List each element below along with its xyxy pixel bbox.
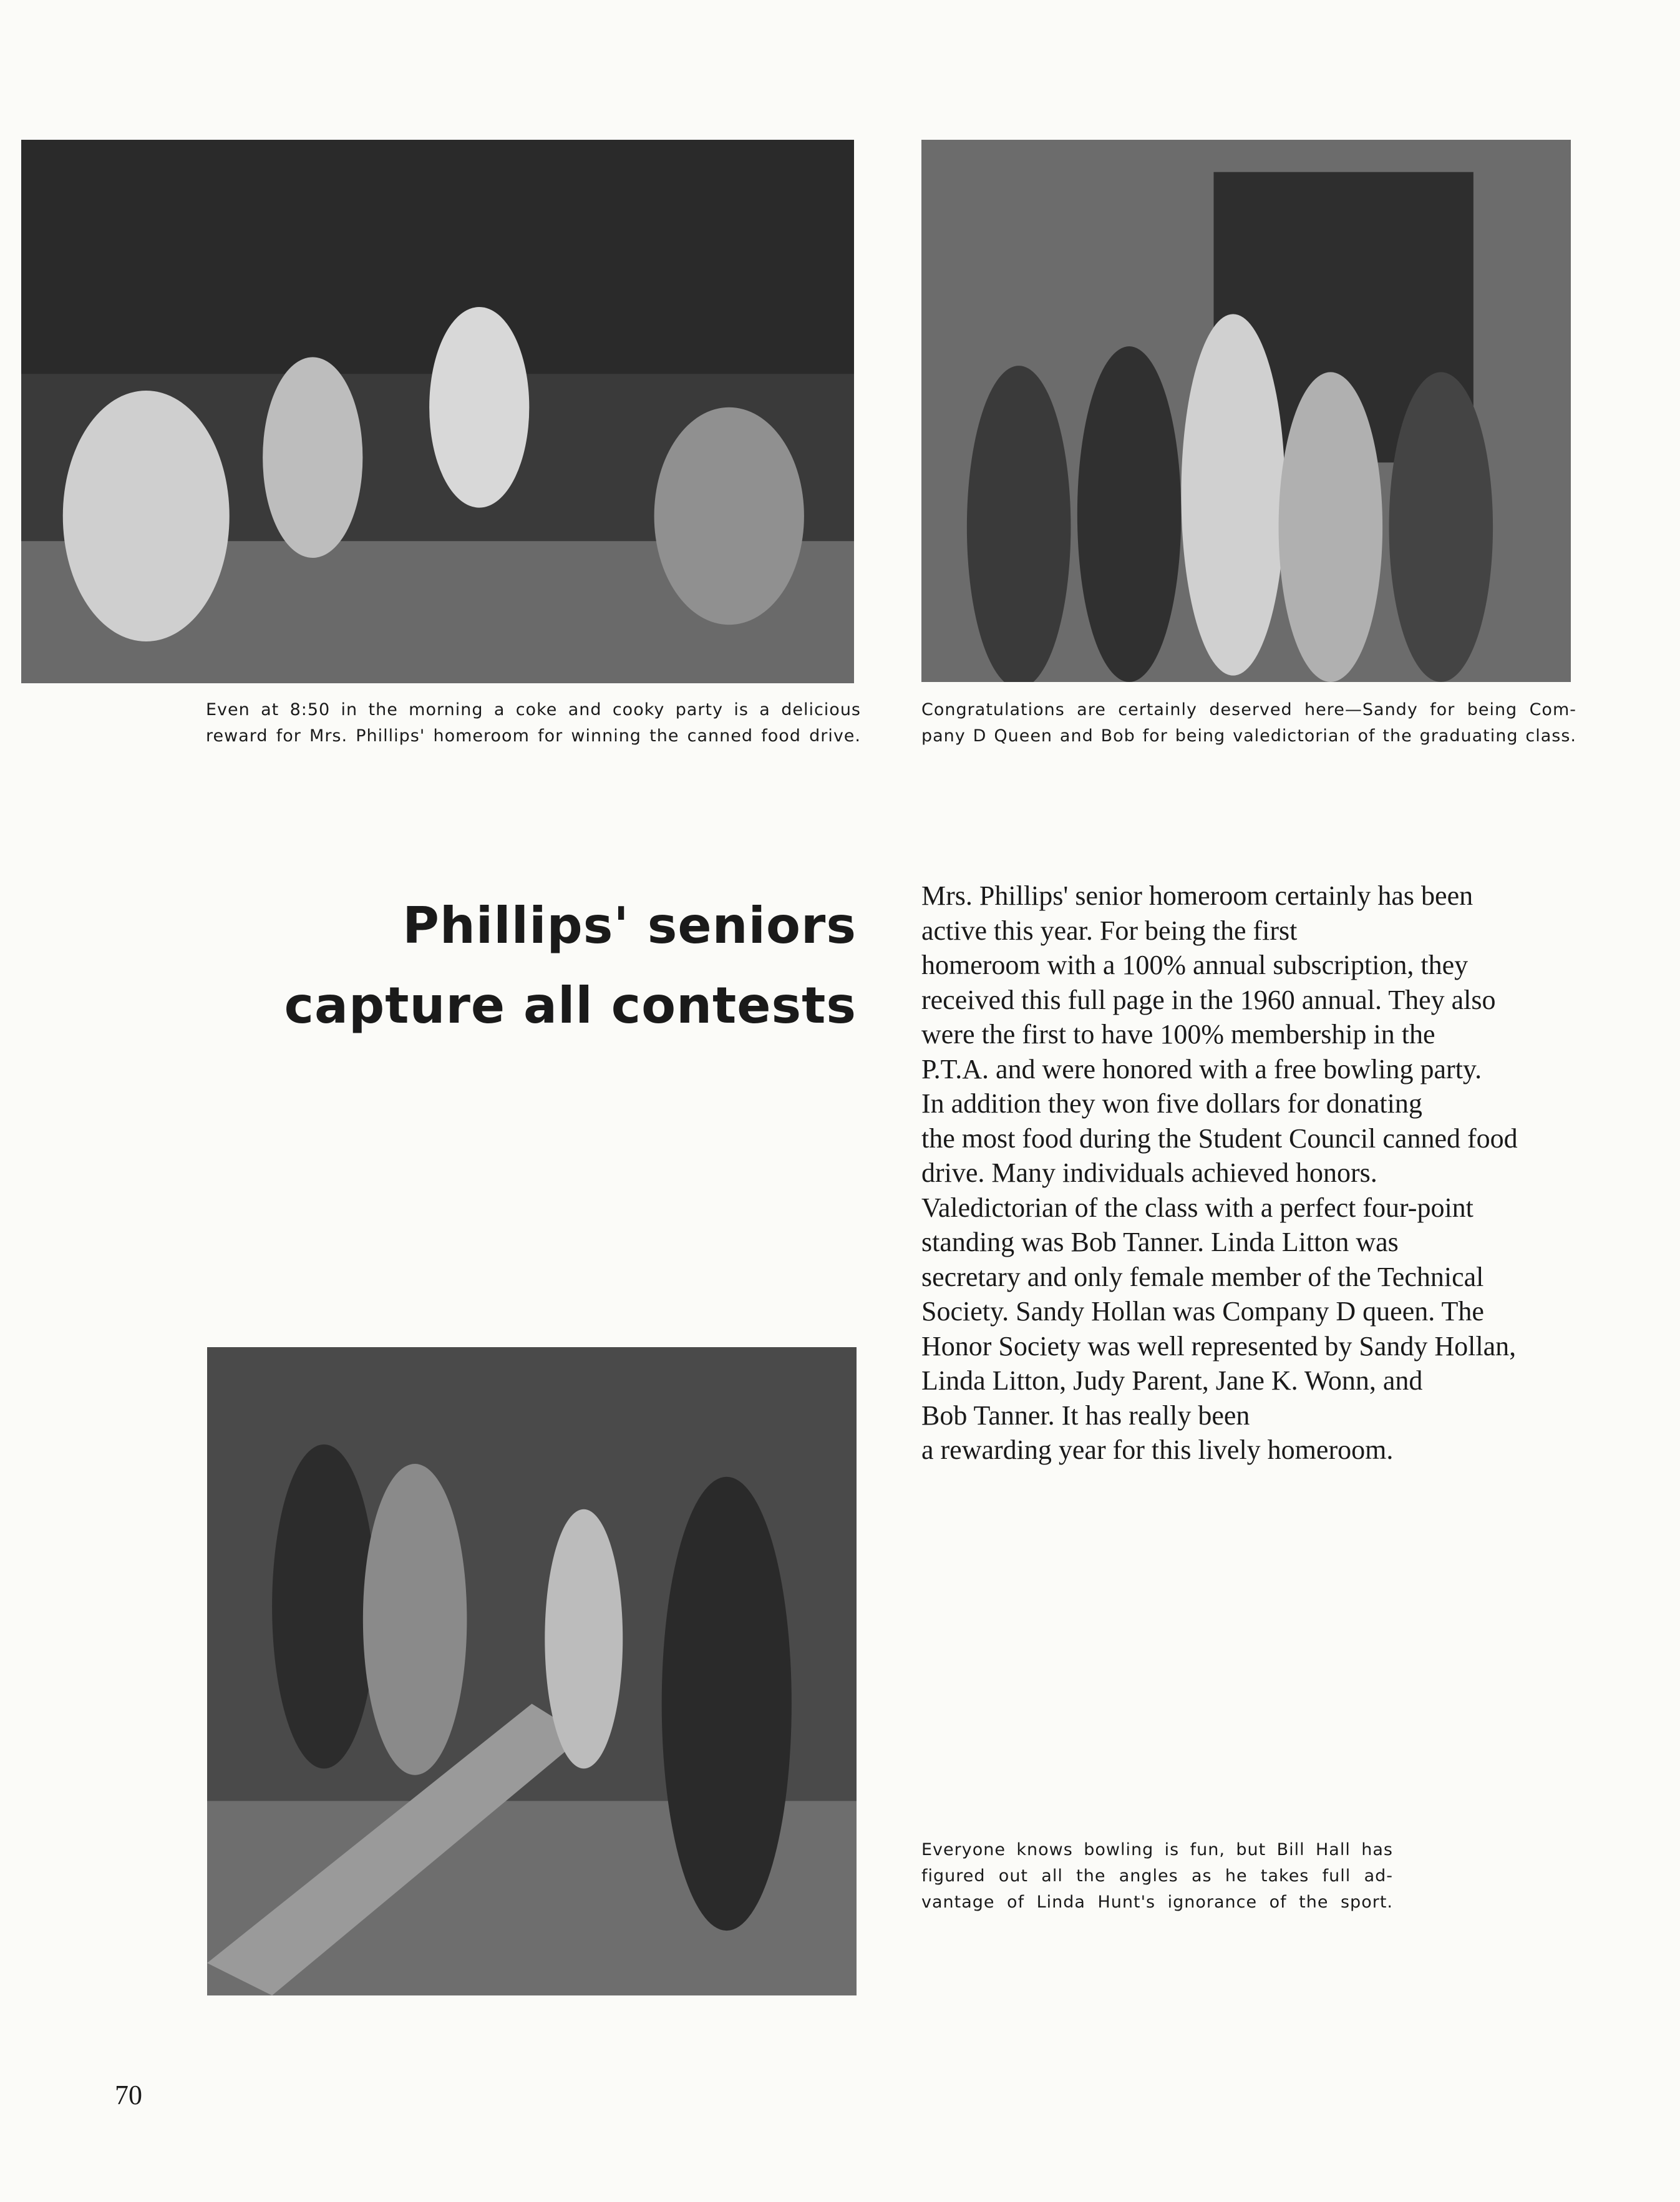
body-line: were the first to have 100% membership in the — [921, 1019, 1435, 1050]
page-number: 70 — [115, 2080, 142, 2110]
photo-congratulations — [921, 140, 1571, 682]
caption-line: vantage of Linda Hunt's ignorance of the sport. — [921, 1893, 1393, 1912]
body-line: received this full page in the 1960 annual. They also — [921, 984, 1496, 1015]
body-line: Linda Litton, Judy Parent, Jane K. Wonn, and — [921, 1365, 1423, 1396]
body-line: drive. Many individuals achieved honors. — [921, 1157, 1377, 1188]
article-body — [921, 879, 1576, 1468]
body-line: homeroom with a 100% annual subscription, they — [921, 950, 1469, 980]
caption-line: reward for Mrs. Phillips' homeroom for winning the canned food drive. — [206, 726, 861, 746]
caption-line: pany D Queen and Bob for being valedictorian of the graduating class. — [921, 726, 1576, 746]
heading-line-2: capture all contests — [284, 977, 857, 1035]
body-line: a rewarding year for this lively homeroom. — [921, 1435, 1394, 1465]
photo-coke-party — [21, 140, 854, 683]
caption-line: Congratulations are certainly deserved here—Sandy for being Com- — [921, 700, 1576, 719]
body-line: the most food during the Student Council canned food — [921, 1123, 1518, 1154]
body-line: In addition they won five dollars for donating — [921, 1088, 1422, 1119]
body-line: P.T.A. and were honored with a free bowling party. — [921, 1053, 1482, 1084]
caption-bowling — [921, 1837, 1393, 1916]
body-line: active this year. For being the first — [921, 915, 1298, 946]
caption-line: Even at 8:50 in the morning a coke and cooky party is a delicious — [206, 700, 861, 719]
photo-bowling — [207, 1347, 857, 1995]
body-line: Society. Sandy Hollan was Company D queen. The — [921, 1296, 1484, 1327]
body-line: Valedictorian of the class with a perfect four-point — [921, 1192, 1474, 1223]
body-line: secretary and only female member of the Technical — [921, 1261, 1484, 1292]
body-line: Mrs. Phillips' senior homeroom certainly has been — [921, 880, 1474, 911]
caption-coke-party — [206, 697, 861, 749]
article-heading — [187, 886, 857, 1046]
body-line: Honor Society was well represented by Sandy Hollan, — [921, 1330, 1517, 1362]
caption-line: figured out all the angles as he takes full ad- — [921, 1866, 1393, 1886]
caption-line: Everyone knows bowling is fun, but Bill Hall has — [921, 1840, 1393, 1859]
body-line: Bob Tanner. It has really been — [921, 1400, 1250, 1431]
heading-line-1: Phillips' seniors — [402, 897, 857, 955]
body-line: standing was Bob Tanner. Linda Litton was — [921, 1227, 1399, 1257]
caption-congratulations — [921, 697, 1576, 749]
